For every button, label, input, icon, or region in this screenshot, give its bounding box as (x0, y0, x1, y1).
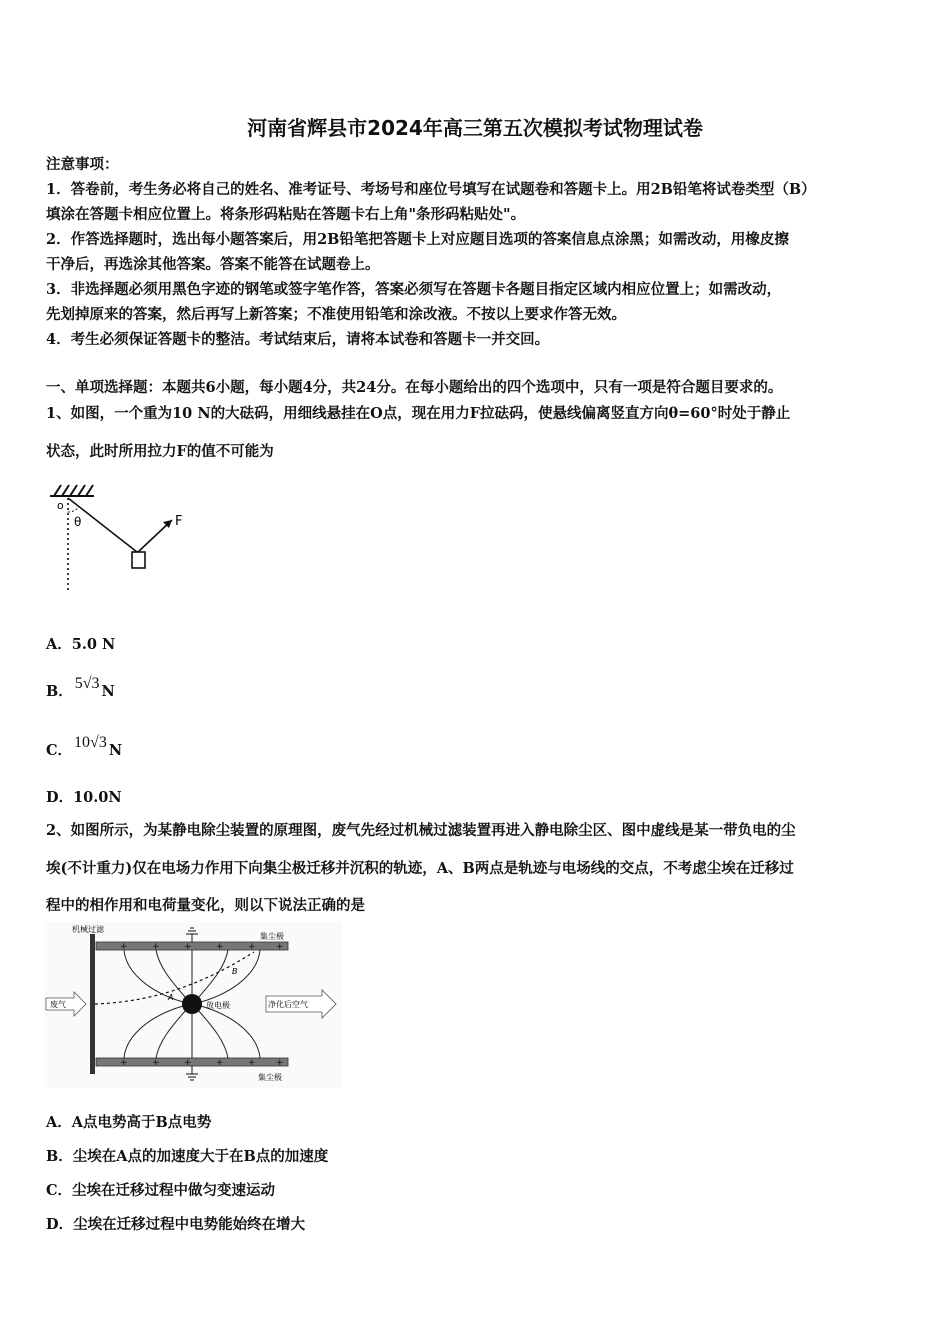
math-expression: 10√3 (74, 734, 107, 751)
angle-arc (68, 507, 79, 512)
mechanical-filter (90, 934, 95, 1074)
force-label: F (175, 514, 183, 529)
notice-line: 填涂在答题卡相应位置上。将条形码粘贴在答题卡右上角"条形码粘贴处"。 (46, 206, 526, 223)
notice-line: 先划掉原来的答案，然后再写上新答案；不准使用铅笔和涂改液。不按以上要求作答无效。 (46, 306, 626, 323)
inlet-label: 废气 (50, 1000, 66, 1009)
q1-option-b[interactable]: B． 5√3 N (46, 675, 115, 700)
q1-option-c[interactable]: C． 10√3 N (46, 734, 123, 759)
q2-stem-line: 2、如图所示，为某静电除尘装置的原理图，废气先经过机械过滤装置再进入静电除尘区、图中虚线是某一带负电的尘 (46, 822, 796, 839)
point-o-label: o (57, 499, 64, 512)
svg-text:+: + (152, 942, 160, 952)
svg-text:+: + (120, 942, 128, 952)
svg-text:+: + (248, 942, 256, 952)
svg-text:+: + (276, 1058, 284, 1068)
notice-line: 4．考生必须保证答题卡的整洁。考试结束后，请将本试卷和答题卡一并交回。 (46, 331, 550, 348)
ceiling-hatch (50, 485, 94, 496)
svg-text:+: + (184, 942, 192, 952)
q1-stem-line: 状态，此时所用拉力F的值不可能为 (46, 443, 274, 460)
svg-text:+: + (248, 1058, 256, 1068)
q2-option-b[interactable]: B．尘埃在A点的加速度大于在B点的加速度 (46, 1148, 329, 1165)
q1-stem-line: 1、如图，一个重为10 N的大砝码，用细线悬挂在O点，现在用力F拉砝码，使悬线偏离竖直方向θ=60°时处于静止 (46, 405, 791, 422)
theta-label: θ (74, 515, 82, 529)
collector-top-label: 集尘极 (260, 932, 284, 941)
svg-text:+: + (216, 942, 224, 952)
q2-option-c[interactable]: C．尘埃在迁移过程中做匀变速运动 (46, 1182, 276, 1199)
discharge-electrode (182, 994, 202, 1014)
notice-line: 3．非选择题必须用黑色字迹的钢笔或签字笔作答，答案必须写在答题卡各题目指定区域内相应位置上；如需改动， (46, 281, 782, 298)
notice-heading: 注意事项： (46, 156, 119, 173)
svg-text:+: + (216, 1058, 224, 1068)
weight-block (132, 552, 145, 568)
point-a-label: A (168, 993, 174, 1002)
math-expression: 5√3 (74, 675, 100, 692)
point-b-label: B (232, 967, 238, 976)
q2-option-a[interactable]: A．A点电势高于B点电势 (46, 1114, 212, 1131)
discharge-label: 放电极 (206, 1001, 230, 1010)
outlet-label: 净化后空气 (268, 1000, 308, 1009)
notice-line: 1．答卷前，考生务必将自己的姓名、准考证号、考场号和座位号填写在试题卷和答题卡上。用2B铅笔将试卷类型（B） (46, 181, 816, 198)
q2-precipitator-diagram (44, 922, 342, 1088)
svg-text:+: + (152, 1058, 160, 1068)
q2-stem-line: 程中的相作用和电荷量变化，则以下说法正确的是 (46, 897, 365, 914)
svg-text:+: + (120, 1058, 128, 1068)
filter-label: 机械过滤 (72, 925, 104, 934)
q1-option-d[interactable]: D．10.0N (46, 789, 122, 806)
q2-option-d[interactable]: D．尘埃在迁移过程中电势能始终在增大 (46, 1216, 306, 1233)
q1-force-diagram (44, 478, 204, 596)
page-title: 河南省辉县市2024年高三第五次模拟考试物理试卷 (247, 116, 703, 140)
q1-option-a[interactable]: A．5.0 N (46, 636, 116, 653)
section-heading: 一、单项选择题：本题共6小题，每小题4分，共24分。在每小题给出的四个选项中，只有一项是符合题目要求的。 (46, 379, 783, 396)
q2-stem-line: 埃(不计重力)仅在电场力作用下向集尘极迁移并沉积的轨迹，A、B两点是轨迹与电场线的交点，不考虑尘埃在迁移过 (46, 860, 794, 877)
notice-line: 干净后，再选涂其他答案。答案不能答在试题卷上。 (46, 256, 380, 273)
collector-bottom-label: 集尘极 (258, 1073, 282, 1082)
svg-text:+: + (184, 1058, 192, 1068)
svg-text:+: + (276, 942, 284, 952)
notice-line: 2．作答选择题时，选出每小题答案后，用2B铅笔把答题卡上对应题目选项的答案信息点涂黑；如需改动，用橡皮擦 (46, 231, 789, 248)
